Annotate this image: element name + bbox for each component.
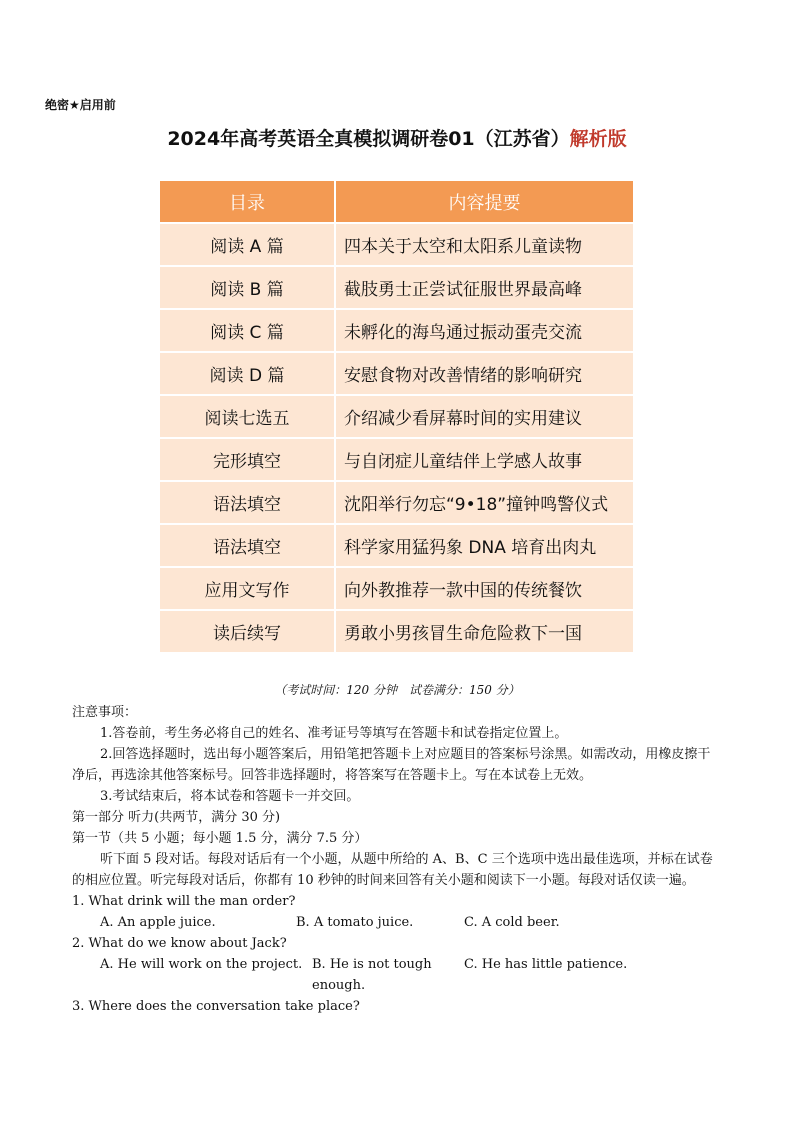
summary-cell: 向外教推荐一款中国的传统餐饮 (335, 567, 634, 610)
note-item: 2.回答选择题时，选出每小题答案后，用铅笔把答题卡上对应题目的答案标号涂黑。如需改动，用橡皮擦干净后，再选涂其他答案标号。回答非选择题时，将答案写在答题卡上。写在本试卷上无效。 (72, 747, 711, 783)
question-options (72, 954, 722, 996)
question-3 (72, 996, 722, 1017)
option-a[interactable]: A. An apple juice. (100, 915, 216, 930)
question-stem: 1. What drink will the man order? (72, 894, 296, 909)
table-row (159, 266, 634, 309)
section-cell: 读后续写 (159, 610, 335, 653)
option-b[interactable]: B. He is not tough enough. (312, 957, 432, 993)
section-cell: 阅读 C 篇 (159, 309, 335, 352)
notes-section (72, 702, 722, 1017)
confidential-label: 绝密★启用前 (45, 98, 116, 112)
option-c[interactable]: C. He has little patience. (464, 957, 628, 972)
title-accent: 解析版 (569, 128, 627, 150)
section1-heading: 第一节（共 5 小题；每小题 1.5 分，满分 7.5 分） (72, 831, 368, 846)
contents-header-row (159, 180, 634, 223)
table-row (159, 567, 634, 610)
summary-cell: 安慰食物对改善情绪的影响研究 (335, 352, 634, 395)
part1-heading: 第一部分 听力(共两节，满分 30 分) (72, 810, 281, 825)
question-1 (72, 891, 722, 933)
document-title (0, 124, 794, 151)
notes-heading: 注意事项： (72, 705, 138, 720)
option-b[interactable]: B. A tomato juice. (296, 915, 414, 930)
table-row (159, 610, 634, 653)
question-stem: 2. What do we know about Jack? (72, 936, 287, 951)
summary-cell: 沈阳举行勿忘“9•18”撞钟鸣警仪式 (335, 481, 634, 524)
section-cell: 语法填空 (159, 524, 335, 567)
question-2 (72, 933, 722, 996)
section-cell: 完形填空 (159, 438, 335, 481)
note-item: 3.考试结束后，将本试卷和答题卡一并交回。 (100, 789, 360, 804)
summary-cell: 与自闭症儿童结伴上学感人故事 (335, 438, 634, 481)
table-row (159, 223, 634, 266)
section-cell: 应用文写作 (159, 567, 335, 610)
section-cell: 阅读 B 篇 (159, 266, 335, 309)
exam-info: （考试时间：120 分钟 试卷满分：150 分） (274, 683, 520, 697)
summary-cell: 四本关于太空和太阳系儿童读物 (335, 223, 634, 266)
table-row (159, 309, 634, 352)
note-item: 1.答卷前，考生务必将自己的姓名、准考证号等填写在答题卡和试卷指定位置上。 (100, 726, 568, 741)
table-row (159, 524, 634, 567)
contents-col2-header: 内容提要 (335, 180, 634, 223)
question-stem: 3. Where does the conversation take place? (72, 999, 360, 1014)
table-row (159, 438, 634, 481)
summary-cell: 未孵化的海鸟通过振动蛋壳交流 (335, 309, 634, 352)
summary-cell: 介绍减少看屏幕时间的实用建议 (335, 395, 634, 438)
option-c[interactable]: C. A cold beer. (464, 915, 560, 930)
contents-table (158, 179, 635, 654)
table-row (159, 352, 634, 395)
option-a[interactable]: A. He will work on the project. (100, 957, 303, 972)
summary-cell: 科学家用猛犸象 DNA 培育出肉丸 (335, 524, 634, 567)
summary-cell: 勇敢小男孩冒生命危险救下一国 (335, 610, 634, 653)
section-cell: 阅读七选五 (159, 395, 335, 438)
section-cell: 语法填空 (159, 481, 335, 524)
title-main: 2024年高考英语全真模拟调研卷01（江苏省） (167, 128, 570, 150)
listening-instructions: 听下面 5 段对话。每段对话后有一个小题，从题中所给的 A、B、C 三个选项中选出最佳选项，并标在试卷的相应位置。听完每段对话后，你都有 10 秒钟的时间来回答有关小题和阅读下一小题。每段对话仅读一遍。 (72, 852, 713, 888)
table-row (159, 481, 634, 524)
question-options (72, 912, 722, 933)
table-row (159, 395, 634, 438)
section-cell: 阅读 A 篇 (159, 223, 335, 266)
summary-cell: 截肢勇士正尝试征服世界最高峰 (335, 266, 634, 309)
section-cell: 阅读 D 篇 (159, 352, 335, 395)
contents-col1-header: 目录 (159, 180, 335, 223)
